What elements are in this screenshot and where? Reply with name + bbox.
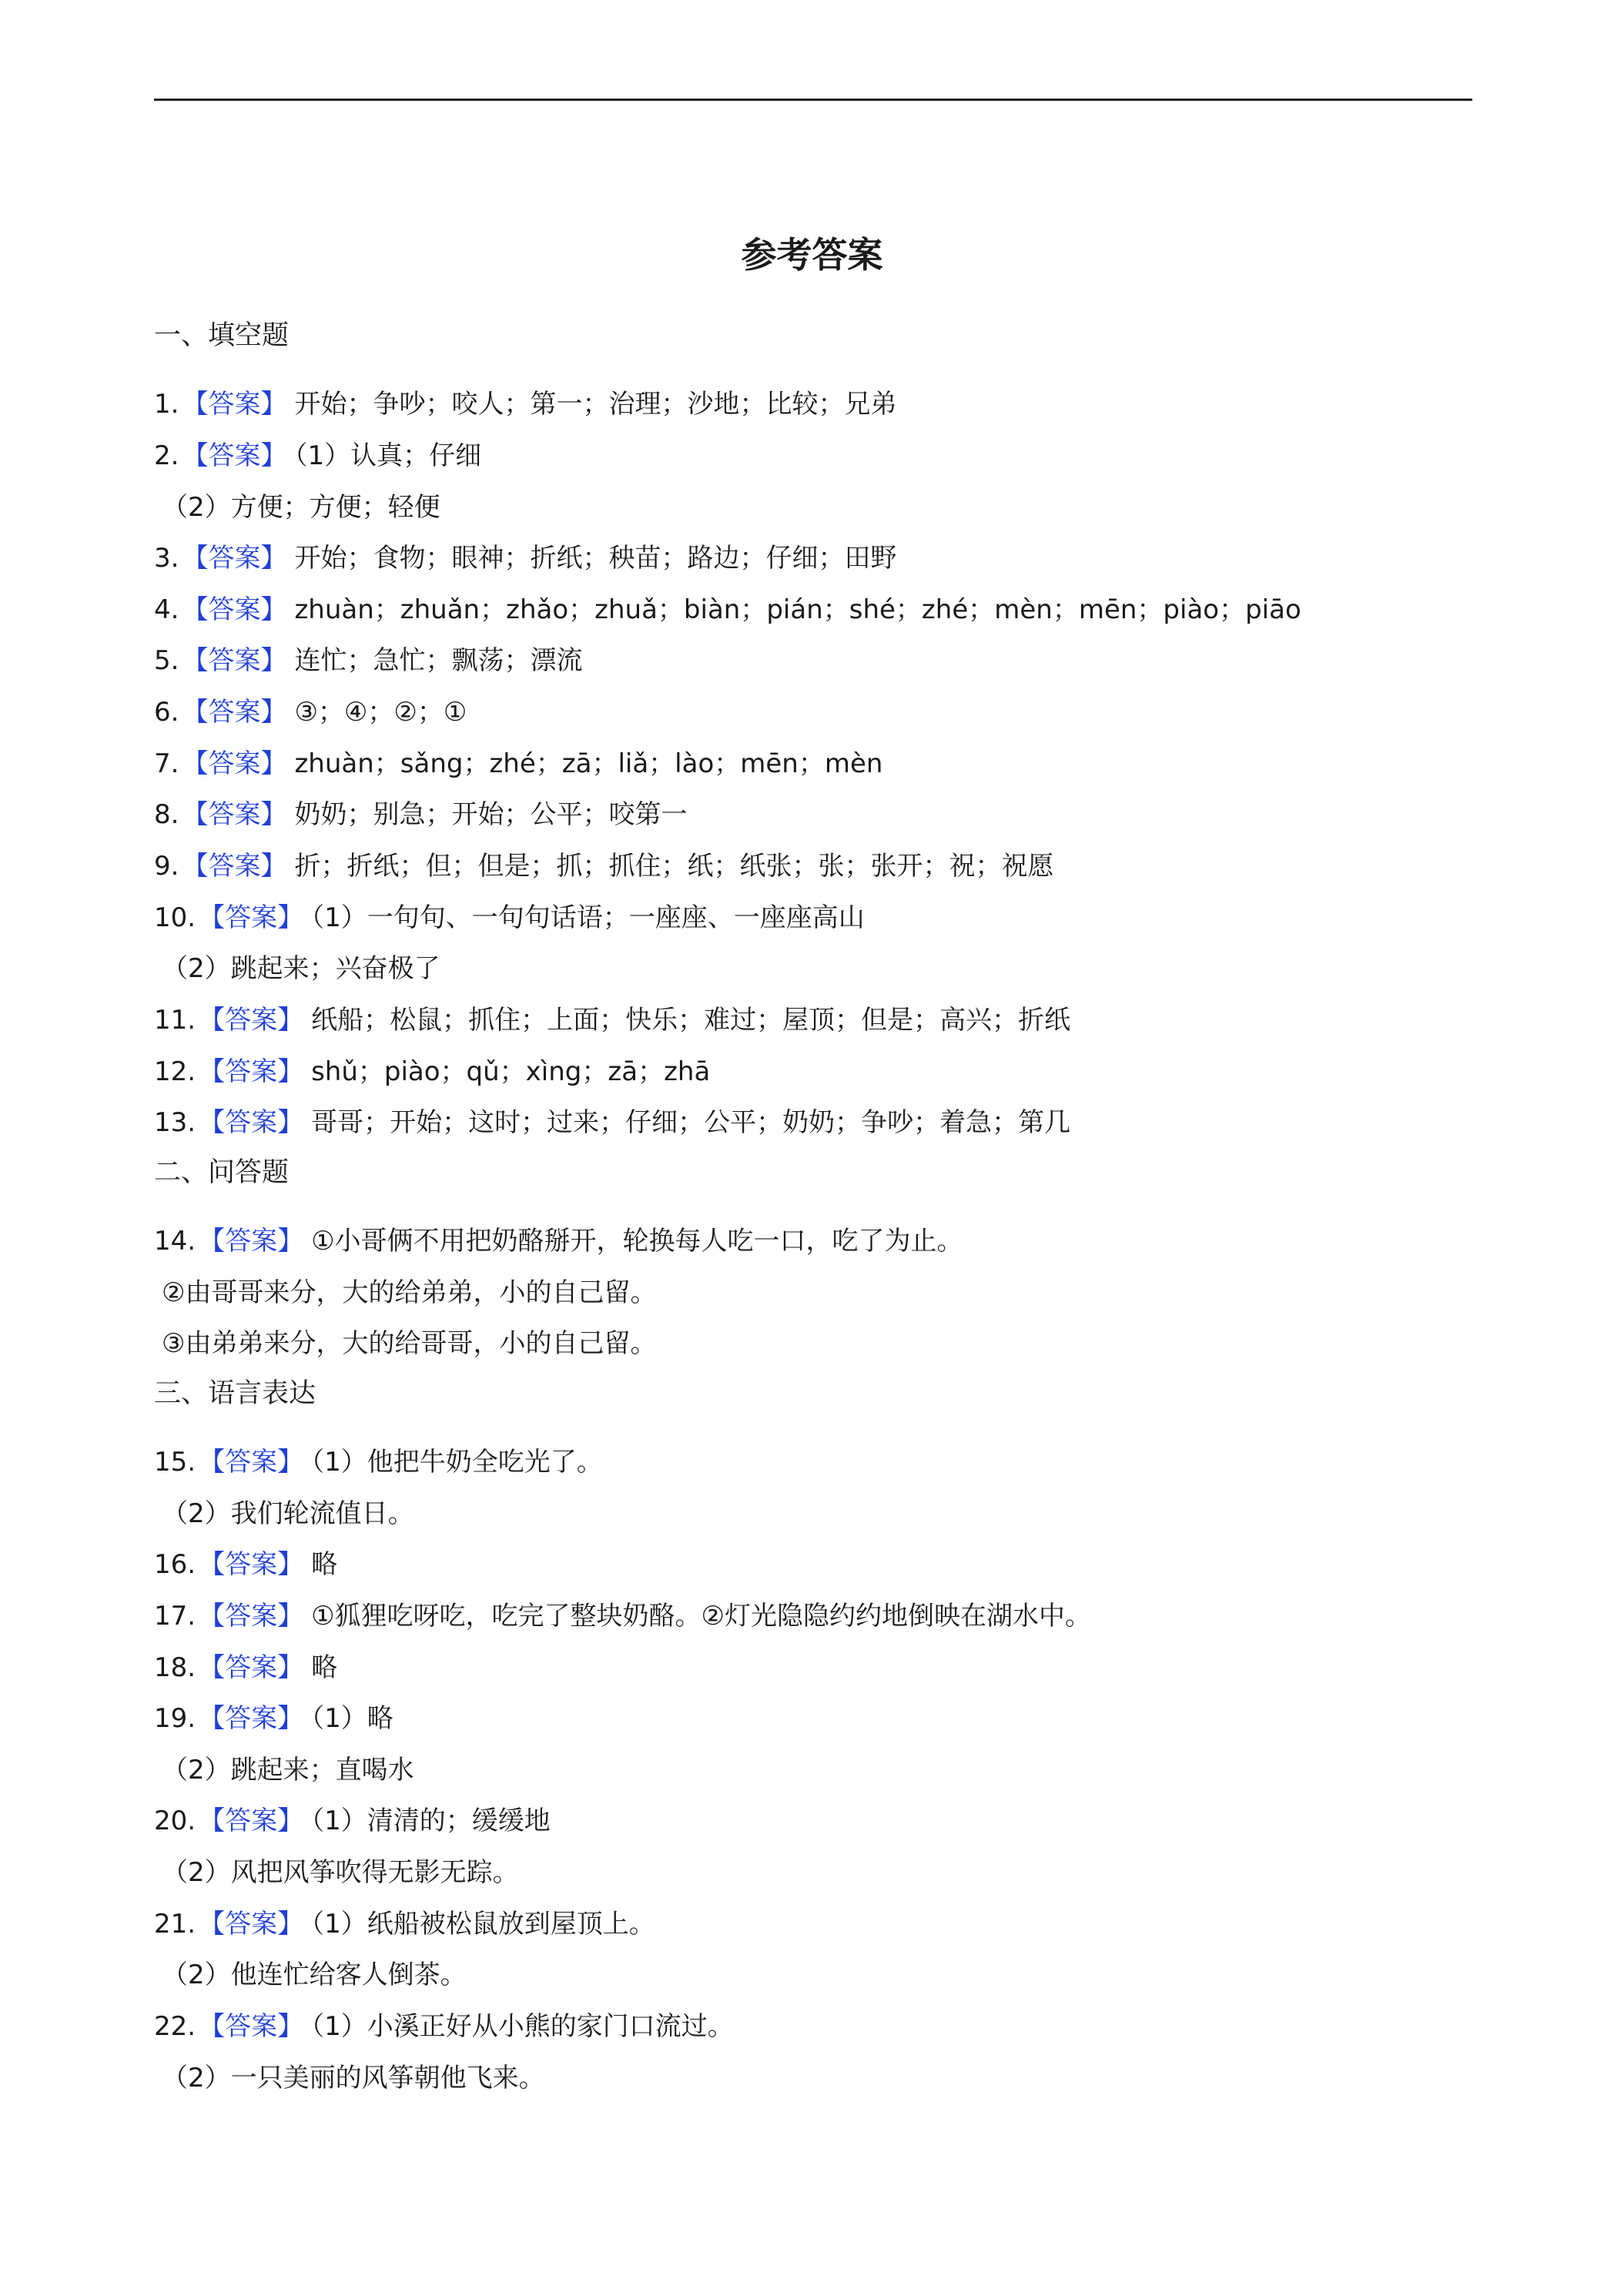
answer-continuation: ③由弟弟来分，大的给哥哥，小的自己留。 bbox=[162, 1328, 657, 1359]
answer-line bbox=[154, 440, 482, 471]
answer-text: zhuàn；zhuǎn；zhǎo；zhuǎ；biàn；pián；shé；zhé；mèn；mēn；piào；piāo bbox=[294, 594, 1301, 625]
answer-line bbox=[154, 543, 897, 574]
answer-line bbox=[154, 1601, 1092, 1632]
question-number: 6. bbox=[154, 697, 179, 728]
question-number: 7. bbox=[154, 748, 179, 779]
answer-tag: 【 答案 】 bbox=[199, 902, 303, 933]
answer-tag: 【 答案 】 bbox=[182, 389, 286, 420]
question-number: 4. bbox=[154, 594, 179, 625]
answer-text: （1）纸船被松鼠放到屋顶上。 bbox=[311, 1909, 655, 1940]
answer-line bbox=[154, 1909, 655, 1940]
answer-line bbox=[154, 1551, 337, 1578]
answer-tag: 【 答案 】 bbox=[182, 799, 286, 830]
answer-continuation: （2）风把风筝吹得无影无踪。 bbox=[162, 1857, 519, 1888]
answer-text: ①小哥俩不用把奶酪掰开，轮换每人吃一口，吃了为止。 bbox=[311, 1226, 963, 1257]
answer-line bbox=[154, 1005, 1071, 1036]
answer-tag: 【 答案 】 bbox=[199, 1226, 303, 1257]
answer-line bbox=[154, 389, 897, 420]
answer-text: shǔ；piào；qǔ；xìng；zā；zhā bbox=[311, 1056, 711, 1087]
answer-tag: 【 答案 】 bbox=[182, 697, 286, 728]
answer-tag: 【 答案 】 bbox=[199, 1703, 303, 1734]
answer-tag: 【 答案 】 bbox=[199, 1909, 303, 1940]
question-number: 15. bbox=[154, 1447, 196, 1478]
question-number: 20. bbox=[154, 1806, 196, 1836]
answer-text: 连忙；急忙；飘荡；漂流 bbox=[294, 645, 583, 676]
answer-tag: 【 答案 】 bbox=[199, 1005, 303, 1036]
answer-continuation: （2）跳起来；直喝水 bbox=[162, 1755, 414, 1786]
answer-tag: 【 答案 】 bbox=[182, 594, 286, 625]
answer-line bbox=[154, 1808, 551, 1834]
answer-line bbox=[154, 748, 883, 779]
answer-line bbox=[154, 1226, 963, 1257]
page-title: 参考答案 bbox=[741, 234, 883, 276]
answer-text: 开始；争吵；咬人；第一；治理；沙地；比较；兄弟 bbox=[294, 389, 897, 420]
answer-continuation: （2）他连忙给客人倒茶。 bbox=[162, 1960, 467, 1990]
answer-line bbox=[154, 902, 865, 933]
answer-tag: 【 答案 】 bbox=[199, 1056, 303, 1087]
answer-text: （1）清清的；缓缓地 bbox=[311, 1806, 551, 1836]
answer-text: （1）一句句、一句句话语；一座座、一座座高山 bbox=[311, 902, 865, 933]
answer-continuation: ②由哥哥来分，大的给弟弟，小的自己留。 bbox=[162, 1277, 657, 1308]
question-number: 9. bbox=[154, 851, 179, 882]
question-number: 10. bbox=[154, 902, 196, 933]
answer-text: zhuàn；sǎng；zhé；zā；liǎ；lào；mēn；mèn bbox=[294, 748, 883, 779]
answer-text: 开始；食物；眼神；折纸；秧苗；路边；仔细；田野 bbox=[294, 543, 897, 574]
answer-tag: 【 答案 】 bbox=[182, 440, 286, 471]
question-number: 11. bbox=[154, 1005, 196, 1036]
question-number: 12. bbox=[154, 1056, 196, 1087]
question-number: 18. bbox=[154, 1652, 196, 1683]
answer-line bbox=[154, 594, 1301, 625]
answer-text: （1）小溪正好从小熊的家门口流过。 bbox=[311, 2011, 734, 2042]
answer-text: 纸船；松鼠；抓住；上面；快乐；难过；屋顶；但是；高兴；折纸 bbox=[311, 1005, 1071, 1036]
answer-text: 折；折纸；但；但是；抓；抓住；纸；纸张；张；张开；祝；祝愿 bbox=[294, 851, 1054, 882]
question-number: 17. bbox=[154, 1601, 196, 1632]
answer-line bbox=[154, 1056, 711, 1087]
answer-tag: 【 答案 】 bbox=[182, 645, 286, 676]
answer-text: （1）认真；仔细 bbox=[294, 440, 482, 471]
question-number: 2. bbox=[154, 440, 179, 471]
answer-tag: 【 答案 】 bbox=[199, 1601, 303, 1632]
section-heading: 三、语言表达 bbox=[154, 1378, 316, 1409]
answer-line bbox=[154, 1705, 393, 1732]
answer-text: （1）他把牛奶全吃光了。 bbox=[311, 1447, 603, 1478]
answer-line bbox=[154, 799, 688, 830]
question-number: 3. bbox=[154, 543, 179, 574]
answer-text: （1）略 bbox=[311, 1703, 393, 1734]
answer-line bbox=[154, 2013, 734, 2040]
section-heading: 二、问答题 bbox=[154, 1157, 290, 1188]
answer-line bbox=[154, 1447, 603, 1478]
answer-text: 略 bbox=[311, 1549, 338, 1580]
question-number: 22. bbox=[154, 2011, 196, 2042]
answer-tag: 【 答案 】 bbox=[199, 1447, 303, 1478]
answer-tag: 【 答案 】 bbox=[182, 543, 286, 574]
question-number: 13. bbox=[154, 1107, 196, 1138]
question-number: 1. bbox=[154, 389, 179, 420]
answer-line bbox=[154, 1107, 1071, 1138]
answer-text: 奶奶；别急；开始；公平；咬第一 bbox=[294, 799, 688, 830]
answer-tag: 【 答案 】 bbox=[199, 1806, 303, 1836]
question-number: 16. bbox=[154, 1549, 196, 1580]
answer-text: 哥哥；开始；这时；过来；仔细；公平；奶奶；争吵；着急；第几 bbox=[311, 1107, 1071, 1138]
question-number: 19. bbox=[154, 1703, 196, 1734]
question-number: 8. bbox=[154, 799, 179, 830]
answer-tag: 【 答案 】 bbox=[199, 1652, 303, 1683]
answer-line bbox=[154, 697, 467, 728]
answer-continuation: （2）我们轮流值日。 bbox=[162, 1498, 414, 1529]
answer-continuation: （2）一只美丽的风筝朝他飞来。 bbox=[162, 2063, 545, 2094]
answer-text: ③；④；②；① bbox=[294, 697, 467, 728]
answer-tag: 【 答案 】 bbox=[182, 851, 286, 882]
answer-line bbox=[154, 1652, 338, 1683]
answer-continuation: （2）方便；方便；轻便 bbox=[162, 492, 440, 523]
answer-line bbox=[154, 645, 583, 676]
header-rule bbox=[154, 99, 1472, 101]
question-number: 21. bbox=[154, 1909, 196, 1940]
answer-tag: 【 答案 】 bbox=[182, 748, 286, 779]
answer-tag: 【 答案 】 bbox=[199, 2011, 303, 2042]
answer-tag: 【 答案 】 bbox=[199, 1107, 303, 1138]
answer-text: ①狐狸吃呀吃，吃完了整块奶酪。②灯光隐隐约约地倒映在湖水中。 bbox=[311, 1601, 1092, 1632]
question-number: 14. bbox=[154, 1226, 196, 1257]
answer-continuation: （2）跳起来；兴奋极了 bbox=[162, 953, 440, 984]
answer-text: 略 bbox=[311, 1652, 338, 1683]
question-number: 5. bbox=[154, 645, 179, 676]
section-heading: 一、填空题 bbox=[154, 320, 290, 351]
answer-line bbox=[154, 851, 1054, 882]
answer-tag: 【 答案 】 bbox=[199, 1549, 303, 1580]
